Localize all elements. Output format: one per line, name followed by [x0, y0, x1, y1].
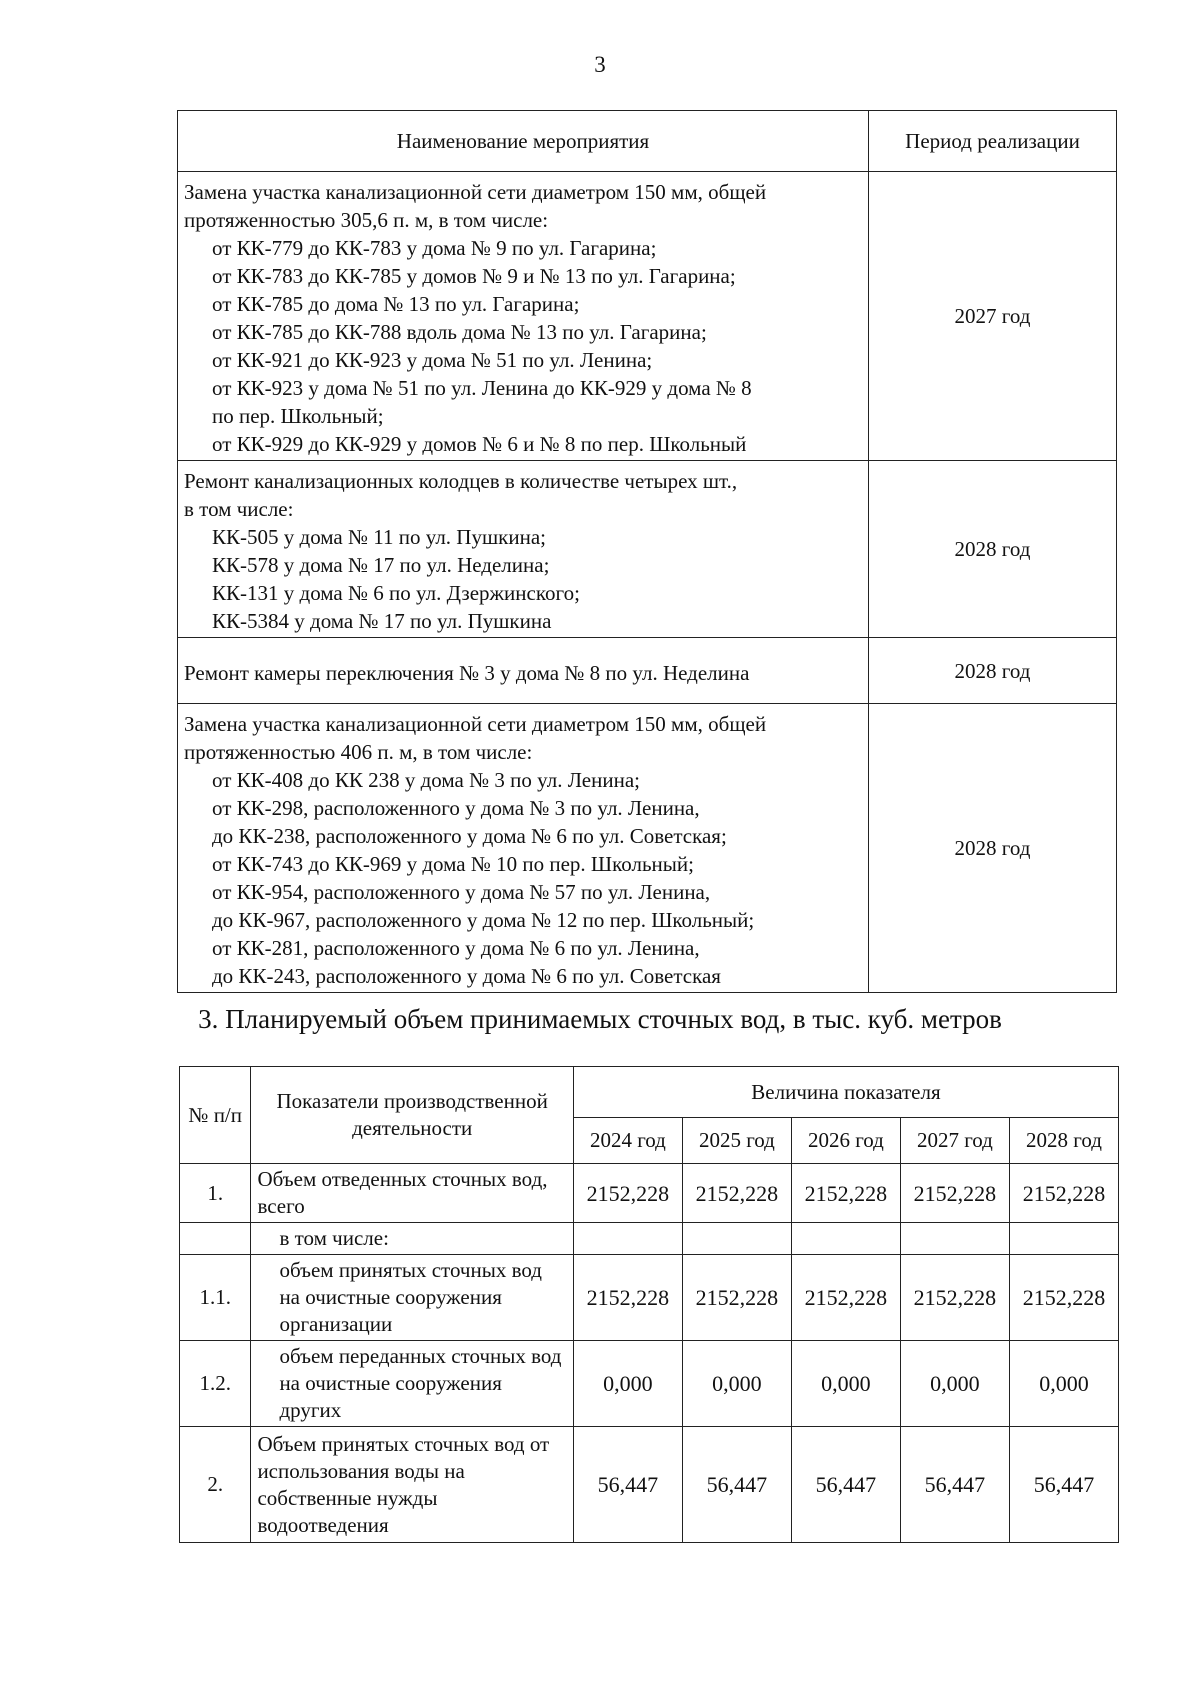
measure-line: по пер. Школьный; [212, 404, 384, 428]
header-year: 2028 год [1009, 1118, 1118, 1164]
row-num: 1.2. [180, 1341, 251, 1427]
measure-name-cell [178, 638, 869, 704]
row-value: 0,000 [682, 1341, 791, 1427]
measure-period-cell: 2028 год [869, 704, 1117, 993]
measure-line: до КК-238, расположенного у дома № 6 по ул. Советская; [212, 824, 727, 848]
row-value: 56,447 [791, 1427, 900, 1543]
row-indicator: в том числе: [251, 1223, 573, 1255]
row-value: 2152,228 [573, 1164, 682, 1223]
measure-line: протяженностью 406 п. м, в том числе: [184, 740, 533, 764]
measure-line: КК-131 у дома № 6 по ул. Дзержинского; [212, 581, 580, 605]
measure-line: протяженностью 305,6 п. м, в том числе: [184, 208, 549, 232]
section-title: 3. Планируемый объем принимаемых сточных вод, в тыс. куб. метров [198, 1004, 1002, 1034]
table-row [180, 1427, 1119, 1543]
volumes-table [179, 1066, 1119, 1543]
measure-name-cell [178, 704, 869, 993]
measure-line: от КК-743 до КК-969 у дома № 10 по пер. Школьный; [212, 852, 694, 876]
volumes-header-row [180, 1067, 1119, 1118]
measures-header-name: Наименование мероприятия [178, 111, 869, 172]
table-row [180, 1341, 1119, 1427]
row-value [791, 1223, 900, 1255]
header-num: № п/п [180, 1067, 251, 1164]
header-year: 2024 год [573, 1118, 682, 1164]
measure-line: от КК-783 до КК-785 у домов № 9 и № 13 по ул. Гагарина; [212, 264, 736, 288]
row-value: 0,000 [1009, 1341, 1118, 1427]
measure-line: в том числе: [184, 497, 294, 521]
row-value: 2152,228 [682, 1164, 791, 1223]
measure-line: Замена участка канализационной сети диаметром 150 мм, общей [184, 712, 767, 736]
measure-period-cell: 2028 год [869, 461, 1117, 638]
measure-line: Ремонт канализационных колодцев в количестве четырех шт., [184, 469, 738, 493]
row-indicator: Объем отведенных сточных вод, всего [251, 1164, 573, 1223]
measure-line: от КК-785 до КК-788 вдоль дома № 13 по ул. Гагарина; [212, 320, 707, 344]
measure-line: от КК-954, расположенного у дома № 57 по ул. Ленина, [212, 880, 711, 904]
row-indicator: объем принятых сточных вод на очистные сооружения организации [251, 1255, 573, 1341]
measure-line: КК-505 у дома № 11 по ул. Пушкина; [212, 525, 546, 549]
row-value: 2152,228 [682, 1255, 791, 1341]
row-value: 2152,228 [900, 1255, 1009, 1341]
measures-table [177, 110, 1117, 993]
row-value: 2152,228 [900, 1164, 1009, 1223]
table-row [180, 1223, 1119, 1255]
table-row [178, 461, 1117, 638]
table-row [178, 638, 1117, 704]
row-value: 0,000 [573, 1341, 682, 1427]
row-value: 0,000 [900, 1341, 1009, 1427]
row-indicator: Объем принятых сточных вод от использования воды на собственные нужды водоотведения [251, 1427, 573, 1543]
row-num: 1. [180, 1164, 251, 1223]
row-value: 56,447 [573, 1427, 682, 1543]
row-value: 56,447 [1009, 1427, 1118, 1543]
row-value [573, 1223, 682, 1255]
measure-line: Ремонт камеры переключения № 3 у дома № 8 по ул. Неделина [184, 660, 750, 685]
row-value: 2152,228 [1009, 1164, 1118, 1223]
measure-period-cell: 2028 год [869, 638, 1117, 704]
table-row [178, 172, 1117, 461]
measure-line: от КК-785 до дома № 13 по ул. Гагарина; [212, 292, 580, 316]
measure-line: Замена участка канализационной сети диаметром 150 мм, общей [184, 180, 767, 204]
measure-line: КК-5384 у дома № 17 по ул. Пушкина [212, 609, 552, 633]
row-indicator: объем переданных сточных вод на очистные сооружения других [251, 1341, 573, 1427]
measure-line: от КК-921 до КК-923 у дома № 51 по ул. Ленина; [212, 348, 653, 372]
row-value [1009, 1223, 1118, 1255]
row-value: 2152,228 [1009, 1255, 1118, 1341]
row-value [900, 1223, 1009, 1255]
row-value: 0,000 [791, 1341, 900, 1427]
measure-line: от КК-779 до КК-783 у дома № 9 по ул. Гагарина; [212, 236, 657, 260]
table-row [180, 1255, 1119, 1341]
header-year: 2027 год [900, 1118, 1009, 1164]
measure-line: КК-578 у дома № 17 по ул. Неделина; [212, 553, 550, 577]
header-indicator: Показатели производственной деятельности [251, 1067, 573, 1164]
measures-header-row [178, 111, 1117, 172]
measure-name-cell [178, 461, 869, 638]
measure-line: от КК-929 до КК-929 у домов № 6 и № 8 по пер. Школьный [212, 432, 747, 456]
measure-line: от КК-281, расположенного у дома № 6 по ул. Ленина, [212, 936, 700, 960]
header-year: 2026 год [791, 1118, 900, 1164]
row-value [682, 1223, 791, 1255]
table-row [178, 704, 1117, 993]
row-num [180, 1223, 251, 1255]
measure-line: от КК-923 у дома № 51 по ул. Ленина до КК-929 у дома № 8 [212, 376, 752, 400]
row-num: 1.1. [180, 1255, 251, 1341]
table-row [180, 1164, 1119, 1223]
row-value: 2152,228 [791, 1255, 900, 1341]
measure-line: от КК-298, расположенного у дома № 3 по ул. Ленина, [212, 796, 700, 820]
measure-period-cell: 2027 год [869, 172, 1117, 461]
row-value: 2152,228 [791, 1164, 900, 1223]
measure-line: от КК-408 до КК 238 у дома № 3 по ул. Ленина; [212, 768, 640, 792]
measure-line: до КК-967, расположенного у дома № 12 по пер. Школьный; [212, 908, 755, 932]
measures-header-period: Период реализации [869, 111, 1117, 172]
header-year: 2025 год [682, 1118, 791, 1164]
row-value: 56,447 [682, 1427, 791, 1543]
row-value: 2152,228 [573, 1255, 682, 1341]
row-value: 56,447 [900, 1427, 1009, 1543]
measure-line: до КК-243, расположенного у дома № 6 по ул. Советская [212, 964, 721, 988]
row-num: 2. [180, 1427, 251, 1543]
header-value-group: Величина показателя [573, 1067, 1118, 1118]
page-number: 3 [594, 52, 606, 77]
measure-name-cell [178, 172, 869, 461]
